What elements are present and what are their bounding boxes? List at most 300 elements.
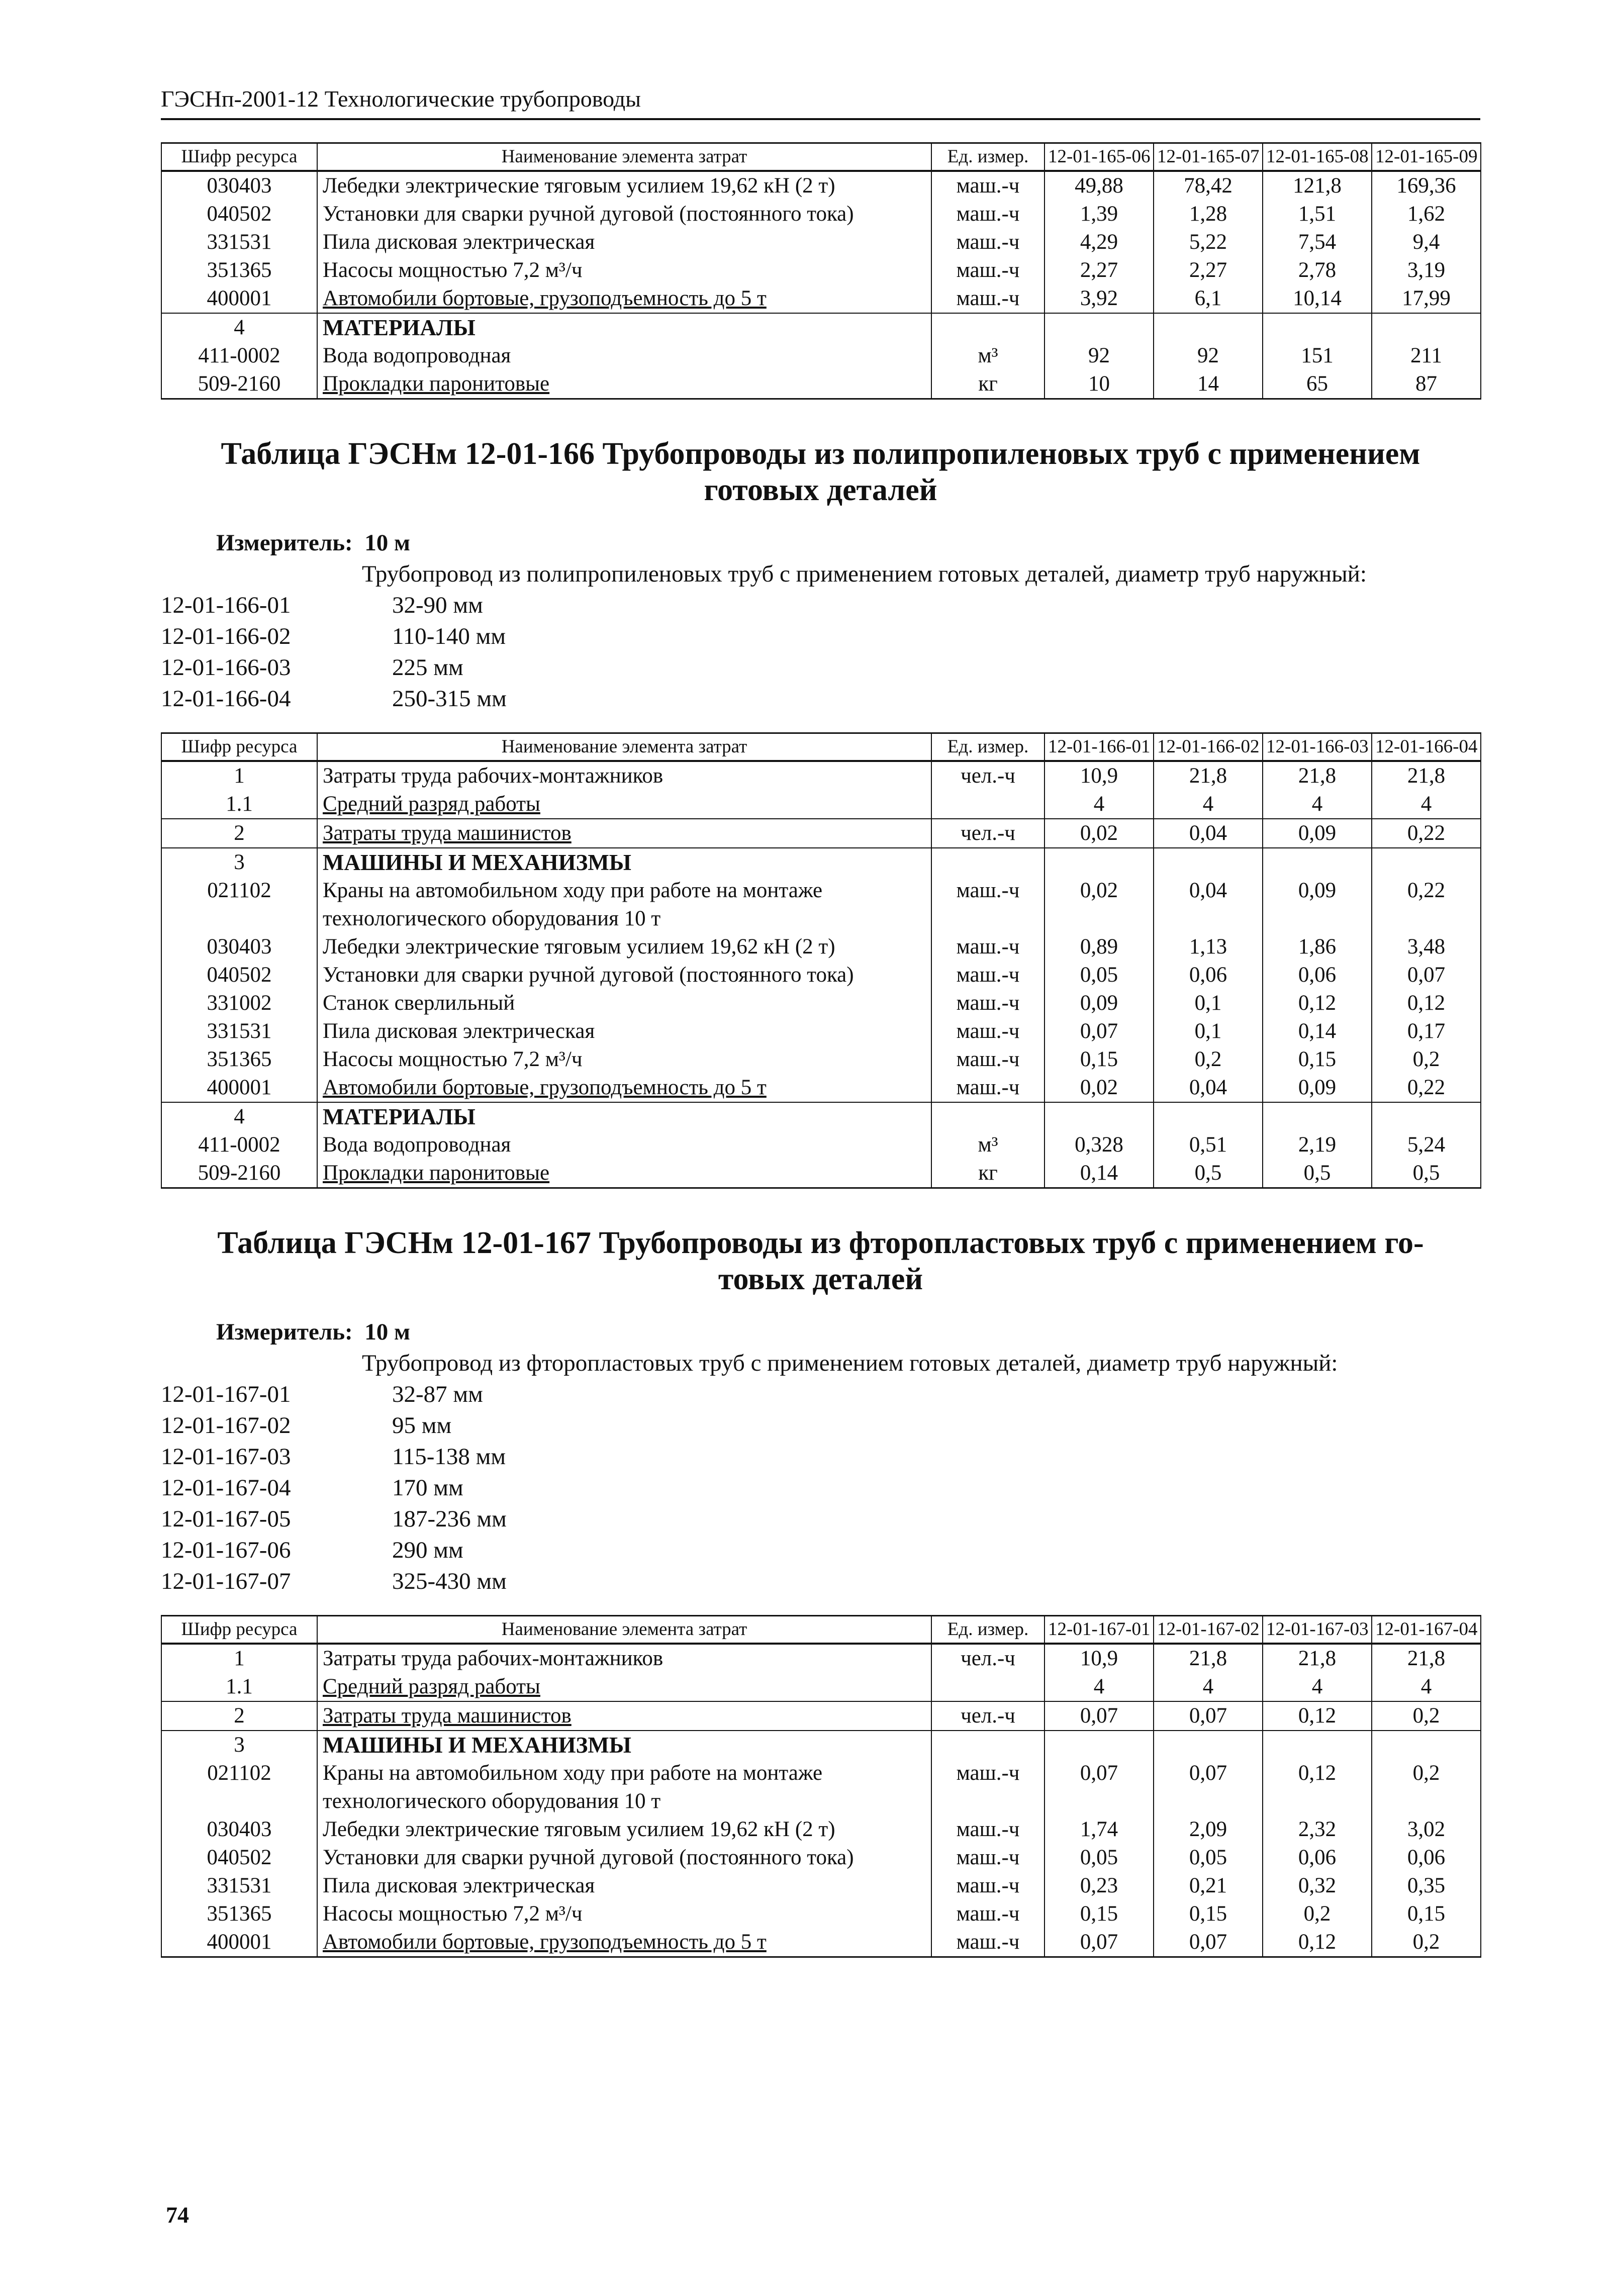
table-row (161, 342, 1481, 370)
norm-value: 0,12 (1263, 1759, 1372, 1815)
resource-name: Установки для сварки ручной дуговой (постоянного тока) (317, 961, 931, 989)
empty-cell (1045, 848, 1154, 877)
norm-value: 3,02 (1372, 1815, 1481, 1844)
resource-name: Автомобили бортовые, грузоподъемность до 5 т (317, 284, 931, 313)
col-header-name: Наименование элемента затрат (317, 733, 931, 761)
norm-value: 2,78 (1263, 256, 1372, 284)
col-header-norm: 12-01-167-04 (1372, 1616, 1481, 1644)
table-row (161, 370, 1481, 399)
norm-value: 1,39 (1045, 200, 1154, 228)
meter-line (161, 527, 1480, 558)
norm-code: 12-01-167-05 (161, 1506, 291, 1532)
norm-value: 0,17 (1372, 1017, 1481, 1045)
unit-of-measure: маш.-ч (931, 1759, 1045, 1815)
unit-of-measure: чел.-ч (931, 1644, 1045, 1673)
table-row (161, 284, 1481, 313)
table-row (161, 1074, 1481, 1102)
resource-name: Установки для сварки ручной дуговой (постоянного тока) (317, 200, 931, 228)
unit-of-measure: маш.-ч (931, 171, 1045, 200)
unit-of-measure (931, 1673, 1045, 1701)
norm-value: 21,8 (1154, 761, 1263, 790)
norm-value: 0,15 (1372, 1900, 1481, 1928)
document-page (161, 85, 1480, 1958)
col-header-norm: 12-01-165-08 (1263, 143, 1372, 171)
section-row (161, 313, 1481, 342)
resource-table-166 (161, 732, 1481, 1189)
norm-value: 78,42 (1154, 171, 1263, 200)
section-code: 4 (161, 1102, 317, 1131)
norm-value: 0,09 (1263, 1074, 1372, 1102)
norm-value: 0,2 (1372, 1928, 1481, 1957)
unit-of-measure: маш.-ч (931, 1017, 1045, 1045)
page-number: 74 (166, 2202, 189, 2228)
norm-value: 0,15 (1045, 1900, 1154, 1928)
table-row (161, 1759, 1481, 1815)
norm-value: 0,15 (1154, 1900, 1263, 1928)
norm-value: 10,14 (1263, 284, 1372, 313)
resource-code: 021102 (161, 877, 317, 933)
norm-value: 17,99 (1372, 284, 1481, 313)
col-header-norm: 12-01-165-09 (1372, 143, 1481, 171)
table-row (161, 989, 1481, 1017)
section-row (161, 1102, 1481, 1131)
norm-value: 0,12 (1263, 989, 1372, 1017)
resource-name: Прокладки паронитовые (317, 1159, 931, 1188)
table-row (161, 819, 1481, 848)
resource-code: 1.1 (161, 1673, 317, 1701)
col-header-code: Шифр ресурса (161, 143, 317, 171)
norm-value: 0,2 (1372, 1701, 1481, 1731)
unit-of-measure: маш.-ч (931, 961, 1045, 989)
unit-of-measure: маш.-ч (931, 1045, 1045, 1074)
resource-code: 331002 (161, 989, 317, 1017)
table-row (161, 228, 1481, 256)
unit-of-measure: маш.-ч (931, 1872, 1045, 1900)
col-header-norm: 12-01-166-02 (1154, 733, 1263, 761)
norm-value: 0,04 (1154, 819, 1263, 848)
norm-value: 0,07 (1154, 1928, 1263, 1957)
table-row (161, 1872, 1481, 1900)
norm-value: 2,32 (1263, 1815, 1372, 1844)
col-header-code: Шифр ресурса (161, 1616, 317, 1644)
table-title-166 (161, 436, 1480, 508)
unit-of-measure: маш.-ч (931, 1815, 1045, 1844)
norm-value: 0,35 (1372, 1872, 1481, 1900)
unit-of-measure: м³ (931, 1131, 1045, 1159)
norm-value: 4 (1045, 1673, 1154, 1701)
table-row (161, 171, 1481, 200)
norm-value: 10,9 (1045, 1644, 1154, 1673)
norm-value: 0,12 (1263, 1701, 1372, 1731)
empty-cell (1154, 1731, 1263, 1759)
empty-cell (1372, 848, 1481, 877)
table-description: Трубопровод из полипропиленовых труб с применением готовых деталей, диаметр труб наружный: (362, 561, 1367, 587)
unit-of-measure: кг (931, 1159, 1045, 1188)
resource-name: Насосы мощностью 7,2 м³/ч (317, 1900, 931, 1928)
table-row (161, 1701, 1481, 1731)
unit-of-measure: маш.-ч (931, 228, 1045, 256)
table-row (161, 1017, 1481, 1045)
resource-name: Затраты труда рабочих-монтажников (317, 761, 931, 790)
norm-code: 12-01-167-01 (161, 1381, 291, 1407)
norm-value: 3,92 (1045, 284, 1154, 313)
empty-cell (1154, 313, 1263, 342)
col-header-norm: 12-01-166-01 (1045, 733, 1154, 761)
table-row (161, 256, 1481, 284)
norm-value: 87 (1372, 370, 1481, 399)
resource-name: Вода водопроводная (317, 342, 931, 370)
norm-value: 21,8 (1154, 1644, 1263, 1673)
norm-value: 2,19 (1263, 1131, 1372, 1159)
table-row (161, 1844, 1481, 1872)
norm-value: 21,8 (1263, 761, 1372, 790)
resource-code: 040502 (161, 1844, 317, 1872)
resource-code: 400001 (161, 284, 317, 313)
resource-code: 2 (161, 819, 317, 848)
resource-name: Пила дисковая электрическая (317, 228, 931, 256)
unit-of-measure: маш.-ч (931, 284, 1045, 313)
resource-name: Затраты труда машинистов (317, 819, 931, 848)
col-header-norm: 12-01-165-06 (1045, 143, 1154, 171)
norm-value: 4 (1372, 790, 1481, 819)
col-header-norm: 12-01-166-04 (1372, 733, 1481, 761)
section-code: 3 (161, 1731, 317, 1759)
resource-name: Автомобили бортовые, грузоподъемность до 5 т (317, 1074, 931, 1102)
table-row (161, 1928, 1481, 1957)
norm-value: 14 (1154, 370, 1263, 399)
table-row (161, 933, 1481, 961)
unit-of-measure: маш.-ч (931, 933, 1045, 961)
norm-value: 0,09 (1263, 819, 1372, 848)
unit-of-measure: маш.-ч (931, 1900, 1045, 1928)
norm-value: 0,12 (1372, 989, 1481, 1017)
table-row (161, 961, 1481, 989)
norm-value: 169,36 (1372, 171, 1481, 200)
pipe-diameter: 170 мм (392, 1475, 463, 1501)
resource-name: Насосы мощностью 7,2 м³/ч (317, 256, 931, 284)
norm-code-row (161, 590, 1480, 621)
col-header-code: Шифр ресурса (161, 733, 317, 761)
norm-code: 12-01-166-01 (161, 592, 291, 618)
pipe-diameter: 32-87 мм (392, 1381, 483, 1407)
table-header-row (161, 1616, 1481, 1644)
resource-name: Краны на автомобильном ходу при работе на монтаже технологического оборудования 10 т (317, 1759, 931, 1815)
title-line: товых деталей (718, 1262, 923, 1296)
norm-value: 0,07 (1154, 1759, 1263, 1815)
norm-value: 2,09 (1154, 1815, 1263, 1844)
unit-of-measure: маш.-ч (931, 1928, 1045, 1957)
section-title: МАШИНЫ И МЕХАНИЗМЫ (317, 1731, 931, 1759)
norm-code: 12-01-167-04 (161, 1475, 291, 1501)
norm-value: 2,27 (1154, 256, 1263, 284)
pipe-diameter: 110-140 мм (392, 623, 506, 649)
unit-of-measure: кг (931, 370, 1045, 399)
norm-value: 4 (1045, 790, 1154, 819)
pipe-diameter: 225 мм (392, 654, 463, 681)
table-row (161, 790, 1481, 819)
col-header-norm: 12-01-167-02 (1154, 1616, 1263, 1644)
meter-value: 10 м (364, 1319, 410, 1345)
unit-of-measure: маш.-ч (931, 256, 1045, 284)
col-header-name: Наименование элемента затрат (317, 143, 931, 171)
norm-value: 0,12 (1263, 1928, 1372, 1957)
empty-cell (1154, 848, 1263, 877)
resource-code: 351365 (161, 1045, 317, 1074)
empty-cell (1372, 313, 1481, 342)
norm-code: 12-01-167-06 (161, 1537, 291, 1563)
norm-code: 12-01-166-03 (161, 654, 291, 681)
norm-value: 0,07 (1154, 1701, 1263, 1731)
col-header-unit: Ед. измер. (931, 733, 1045, 761)
col-header-name: Наименование элемента затрат (317, 1616, 931, 1644)
norm-value: 0,04 (1154, 1074, 1263, 1102)
resource-code: 040502 (161, 961, 317, 989)
norm-value: 0,02 (1045, 819, 1154, 848)
norm-value: 2,27 (1045, 256, 1154, 284)
norm-value: 92 (1154, 342, 1263, 370)
col-header-norm: 12-01-167-01 (1045, 1616, 1154, 1644)
code-list (161, 1379, 1480, 1597)
unit-of-measure: чел.-ч (931, 1701, 1045, 1731)
norm-value: 21,8 (1372, 1644, 1481, 1673)
empty-cell (1263, 848, 1372, 877)
table-row (161, 200, 1481, 228)
resource-code: 030403 (161, 933, 317, 961)
resource-code: 331531 (161, 228, 317, 256)
norm-value: 0,15 (1263, 1045, 1372, 1074)
resource-code: 400001 (161, 1928, 317, 1957)
unit-of-measure: маш.-ч (931, 877, 1045, 933)
norm-value: 4 (1154, 790, 1263, 819)
norm-code-row (161, 1566, 1480, 1597)
table-row (161, 1815, 1481, 1844)
title-line: Таблица ГЭСНм 12-01-167 Трубопроводы из фторопластовых труб с применением го- (217, 1226, 1424, 1260)
norm-value: 3,19 (1372, 256, 1481, 284)
norm-value: 0,07 (1045, 1701, 1154, 1731)
resource-name: Прокладки паронитовые (317, 370, 931, 399)
resource-table-167 (161, 1615, 1481, 1958)
norm-value: 0,05 (1154, 1844, 1263, 1872)
norm-value: 0,06 (1372, 1844, 1481, 1872)
norm-value: 0,328 (1045, 1131, 1154, 1159)
empty-cell (1045, 1102, 1154, 1131)
pipe-diameter: 290 мм (392, 1537, 463, 1563)
empty-cell (931, 1731, 1045, 1759)
norm-value: 0,51 (1154, 1131, 1263, 1159)
norm-value: 1,62 (1372, 200, 1481, 228)
norm-value: 0,5 (1263, 1159, 1372, 1188)
unit-of-measure: маш.-ч (931, 1844, 1045, 1872)
norm-value: 0,5 (1154, 1159, 1263, 1188)
norm-value: 0,32 (1263, 1872, 1372, 1900)
norm-value: 121,8 (1263, 171, 1372, 200)
resource-code: 351365 (161, 1900, 317, 1928)
meter-line (161, 1316, 1480, 1348)
resource-code: 509-2160 (161, 370, 317, 399)
norm-value: 21,8 (1372, 761, 1481, 790)
pipe-diameter: 250-315 мм (392, 686, 507, 712)
resource-name: Средний разряд работы (317, 790, 931, 819)
table-row (161, 1644, 1481, 1673)
resource-name: Насосы мощностью 7,2 м³/ч (317, 1045, 931, 1074)
norm-value: 49,88 (1045, 171, 1154, 200)
norm-value: 0,22 (1372, 877, 1481, 933)
norm-value: 65 (1263, 370, 1372, 399)
resource-name: Затраты труда рабочих-монтажников (317, 1644, 931, 1673)
col-header-norm: 12-01-166-03 (1263, 733, 1372, 761)
norm-code: 12-01-167-02 (161, 1412, 291, 1439)
section-row (161, 1731, 1481, 1759)
empty-cell (1154, 1102, 1263, 1131)
table-row (161, 1045, 1481, 1074)
norm-value: 0,07 (1045, 1759, 1154, 1815)
norm-code: 12-01-166-02 (161, 623, 291, 649)
table-row (161, 1673, 1481, 1701)
pipe-diameter: 95 мм (392, 1412, 452, 1439)
norm-value: 21,8 (1263, 1644, 1372, 1673)
section-row (161, 848, 1481, 877)
empty-cell (1263, 1102, 1372, 1131)
norm-value: 5,24 (1372, 1131, 1481, 1159)
section-title: МАТЕРИАЛЫ (317, 1102, 931, 1131)
norm-value: 0,2 (1263, 1900, 1372, 1928)
unit-of-measure: маш.-ч (931, 989, 1045, 1017)
norm-value: 4 (1372, 1673, 1481, 1701)
table-row (161, 877, 1481, 933)
norm-value: 0,5 (1372, 1159, 1481, 1188)
unit-of-measure: маш.-ч (931, 1074, 1045, 1102)
section-title: МАТЕРИАЛЫ (317, 313, 931, 342)
resource-code: 411-0002 (161, 1131, 317, 1159)
resource-code: 030403 (161, 171, 317, 200)
norm-value: 3,48 (1372, 933, 1481, 961)
empty-cell (931, 1102, 1045, 1131)
empty-cell (1372, 1731, 1481, 1759)
table-title-167 (161, 1225, 1480, 1297)
norm-value: 211 (1372, 342, 1481, 370)
meter-label: Измеритель: (216, 1319, 353, 1345)
resource-name: Станок сверлильный (317, 989, 931, 1017)
norm-value: 6,1 (1154, 284, 1263, 313)
empty-cell (931, 313, 1045, 342)
unit-of-measure: м³ (931, 342, 1045, 370)
empty-cell (1263, 1731, 1372, 1759)
running-header: ГЭСНп-2001-12 Технологические трубопроводы (161, 85, 1480, 120)
norm-value: 0,07 (1045, 1928, 1154, 1957)
norm-value: 0,15 (1045, 1045, 1154, 1074)
title-line: готовых деталей (704, 473, 937, 507)
resource-code: 331531 (161, 1872, 317, 1900)
norm-value: 10 (1045, 370, 1154, 399)
norm-value: 5,22 (1154, 228, 1263, 256)
norm-value: 4 (1154, 1673, 1263, 1701)
norm-value: 0,02 (1045, 877, 1154, 933)
resource-code: 400001 (161, 1074, 317, 1102)
norm-value: 0,09 (1263, 877, 1372, 933)
pipe-diameter: 325-430 мм (392, 1568, 507, 1594)
norm-value: 0,21 (1154, 1872, 1263, 1900)
resource-name: Лебедки электрические тяговым усилием 19,62 кН (2 т) (317, 171, 931, 200)
norm-value: 0,06 (1154, 961, 1263, 989)
norm-value: 0,22 (1372, 1074, 1481, 1102)
table-header-row (161, 733, 1481, 761)
meter-value: 10 м (364, 530, 410, 556)
norm-code-row (161, 1410, 1480, 1441)
norm-value: 1,74 (1045, 1815, 1154, 1844)
table-row (161, 1159, 1481, 1188)
table-description: Трубопровод из фторопластовых труб с применением готовых деталей, диаметр труб наружный: (362, 1350, 1338, 1376)
table-header-row (161, 143, 1481, 171)
norm-value: 0,23 (1045, 1872, 1154, 1900)
table-row (161, 1131, 1481, 1159)
resource-code: 509-2160 (161, 1159, 317, 1188)
norm-code: 12-01-166-04 (161, 686, 291, 712)
resource-name: Пила дисковая электрическая (317, 1872, 931, 1900)
resource-code: 351365 (161, 256, 317, 284)
norm-value: 1,51 (1263, 200, 1372, 228)
col-header-norm: 12-01-165-07 (1154, 143, 1263, 171)
norm-value: 0,14 (1263, 1017, 1372, 1045)
norm-value: 0,2 (1372, 1045, 1481, 1074)
resource-code: 1.1 (161, 790, 317, 819)
norm-value: 4 (1263, 790, 1372, 819)
pipe-diameter: 115-138 мм (392, 1444, 506, 1470)
norm-value: 0,1 (1154, 989, 1263, 1017)
resource-name: Вода водопроводная (317, 1131, 931, 1159)
norm-code-row (161, 652, 1480, 683)
empty-cell (931, 848, 1045, 877)
norm-code-row (161, 1472, 1480, 1503)
norm-value: 151 (1263, 342, 1372, 370)
resource-code: 1 (161, 1644, 317, 1673)
norm-value: 0,07 (1045, 1017, 1154, 1045)
resource-code: 411-0002 (161, 342, 317, 370)
table-row (161, 1900, 1481, 1928)
resource-name: Средний разряд работы (317, 1673, 931, 1701)
unit-of-measure (931, 790, 1045, 819)
resource-code: 040502 (161, 200, 317, 228)
norm-code: 12-01-167-07 (161, 1568, 291, 1594)
pipe-diameter: 187-236 мм (392, 1506, 507, 1532)
resource-table-165 (161, 142, 1481, 400)
table-row (161, 761, 1481, 790)
norm-code: 12-01-167-03 (161, 1444, 291, 1470)
norm-value: 0,22 (1372, 819, 1481, 848)
meter-label: Измеритель: (216, 530, 353, 556)
resource-name: Краны на автомобильном ходу при работе на монтаже технологического оборудования 10 т (317, 877, 931, 933)
code-list (161, 590, 1480, 714)
empty-cell (1263, 313, 1372, 342)
section-title: МАШИНЫ И МЕХАНИЗМЫ (317, 848, 931, 877)
norm-code-row (161, 1379, 1480, 1410)
unit-of-measure: маш.-ч (931, 200, 1045, 228)
resource-code: 1 (161, 761, 317, 790)
unit-of-measure: чел.-ч (931, 819, 1045, 848)
resource-name: Лебедки электрические тяговым усилием 19,62 кН (2 т) (317, 933, 931, 961)
resource-name: Затраты труда машинистов (317, 1701, 931, 1731)
resource-name: Лебедки электрические тяговым усилием 19,62 кН (2 т) (317, 1815, 931, 1844)
norm-value: 4,29 (1045, 228, 1154, 256)
norm-value: 0,2 (1372, 1759, 1481, 1815)
pipe-diameter: 32-90 мм (392, 592, 483, 618)
norm-value: 1,28 (1154, 200, 1263, 228)
norm-value: 1,86 (1263, 933, 1372, 961)
norm-code-row (161, 1503, 1480, 1535)
resource-code: 2 (161, 1701, 317, 1731)
col-header-unit: Ед. измер. (931, 143, 1045, 171)
resource-code: 331531 (161, 1017, 317, 1045)
norm-value: 0,05 (1045, 961, 1154, 989)
